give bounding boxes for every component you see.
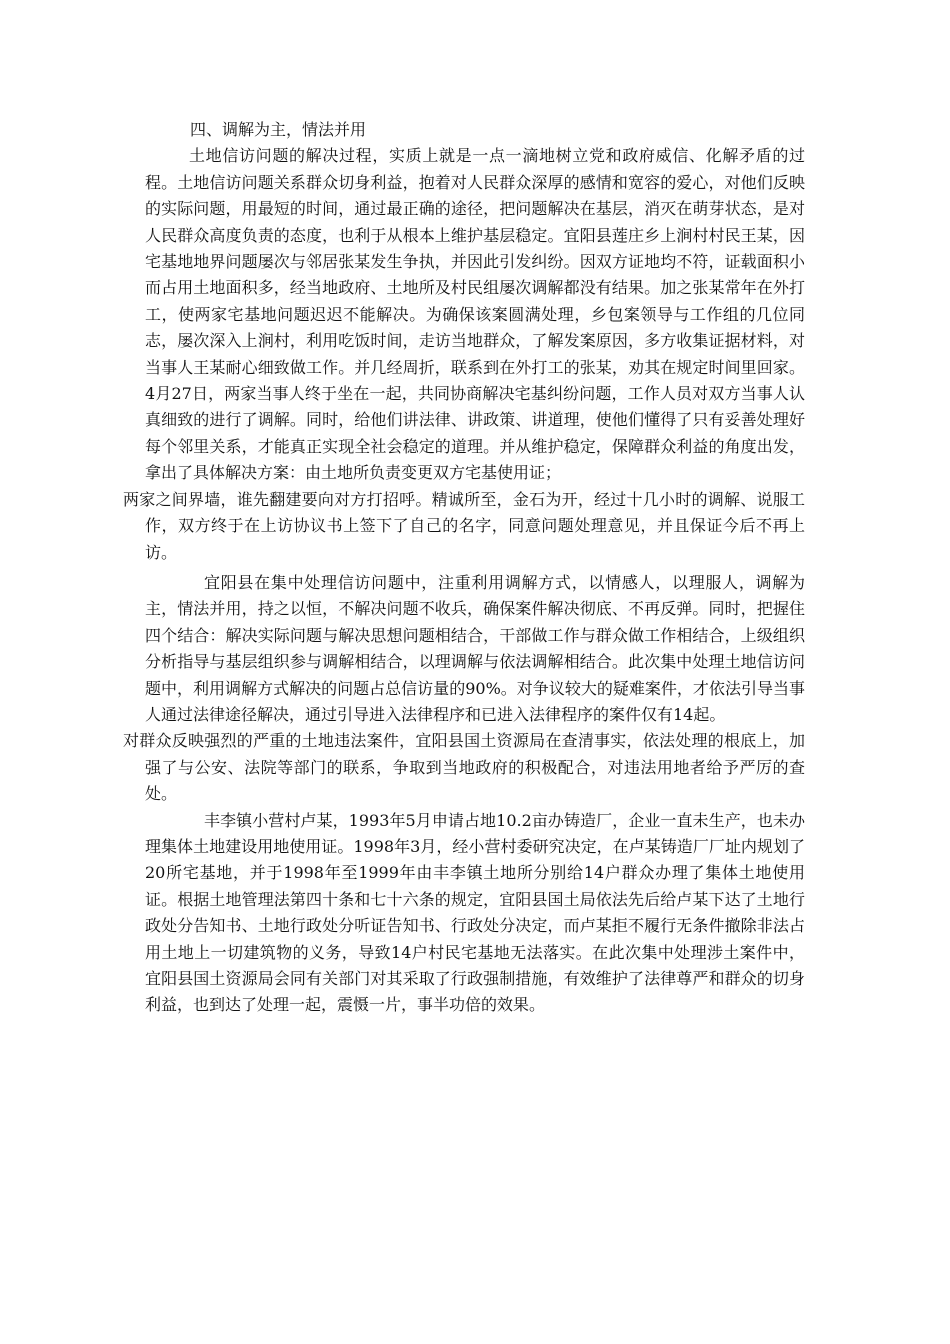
paragraph-2: 两家之间界墙，谁先翻建要向对方打招呼。精诚所至，金石为开，经过十几小时的调解、说服工作，双方终于在上访协议书上签下了自己的名字，同意问题处理意见，并且保证今后不再上访。 [123, 489, 805, 562]
paragraph-1: 土地信访问题的解决过程，实质上就是一点一滴地树立党和政府威信、化解矛盾的过程。土地信访问题关系群众切身利益，抱着对人民群众深厚的感情和宽容的爱心，对他们反映的实际问题，用最短的时间，通过最正确的途径，把问题解决在基层，消灭在萌芽状态，是对人民群众高度负责的态度，也利于从根本上维护基层稳定。宜阳县莲庄乡上涧村村民王某，因宅基地地界问题屡次与邻居张某发生争执，并因此引发纠纷。因双方证地均不符，证载面积小而占用土地面积多，经当地政府、土地所及村民组屡次调解都没有结果。加之张某常年在外打工，使两家宅基地问题迟迟不能解决。为确保该案圆满处理，乡包案领导与工作组的几位同志，屡次深入上涧村，利用吃饭时间，走访当地群众，了解发案原因，多方收集证据材料，对当事人王某耐心细致做工作。并几经周折，联系到在外打工的张某，劝其在规定时间里回家。4月27日，两家当事人终于坐在一起，共同协商解决宅基纠纷问题，工作人员对双方当事人认真细致的进行了调解。同时，给他们讲法律、讲政策、讲道理，使他们懂得了只有妥善处理好每个邻里关系，才能真正实现全社会稳定的道理。并从维护稳定，保障群众利益的角度出发，拿出了具体解决方案：由土地所负责变更双方宅基使用证； [145, 146, 805, 483]
paragraph-4: 对群众反映强烈的严重的土地违法案件，宜阳县国土资源局在查清事实，依法处理的根底上，加强了与公安、法院等部门的联系，争取到当地政府的积极配合，对违法用地者给予严厉的查处。 [123, 731, 805, 804]
paragraph-5: 丰李镇小营村卢某，1993年5月申请占地10.2亩办铸造厂，企业一直未生产，也未办理集体土地建设用地使用证。1998年3月，经小营村委研究决定，在卢某铸造厂厂址内规划了20所宅基地，并于1998年至1999年由丰李镇土地所分别给14户群众办理了集体土地使用证。根据土地管理法第四十条和七十六条的规定，宜阳县国土局依法先后给卢某下达了土地行政处分告知书、土地行政处分听证告知书、行政处分决定，而卢某拒不履行无条件撤除非法占用土地上一切建筑物的义务，导致14户村民宅基地无法落实。在此次集中处理涉土案件中，宜阳县国土资源局会同有关部门对其采取了行政强制措施，有效维护了法律尊严和群众的切身利益，也到达了处理一起，震慑一片，事半功倍的效果。 [145, 810, 805, 1015]
document-body [123, 117, 805, 1019]
section-heading: 四、调解为主，情法并用 [190, 120, 367, 139]
paragraph-3: 宜阳县在集中处理信访问题中，注重利用调解方式，以情感人，以理服人，调解为主，情法并用，持之以恒，不解决问题不收兵，确保案件解决彻底、不再反弹。同时，把握住四个结合：解决实际问题与解决思想问题相结合，干部做工作与群众做工作相结合，上级组织分析指导与基层组织参与调解相结合，以理调解与依法调解相结合。此次集中处理土地信访问题中，利用调解方式解决的问题占总信访量的90%。对争议较大的疑难案件，才依法引导当事人通过法律途径解决，通过引导进入法律程序和已进入法律程序的案件仅有14起。 [145, 572, 805, 724]
